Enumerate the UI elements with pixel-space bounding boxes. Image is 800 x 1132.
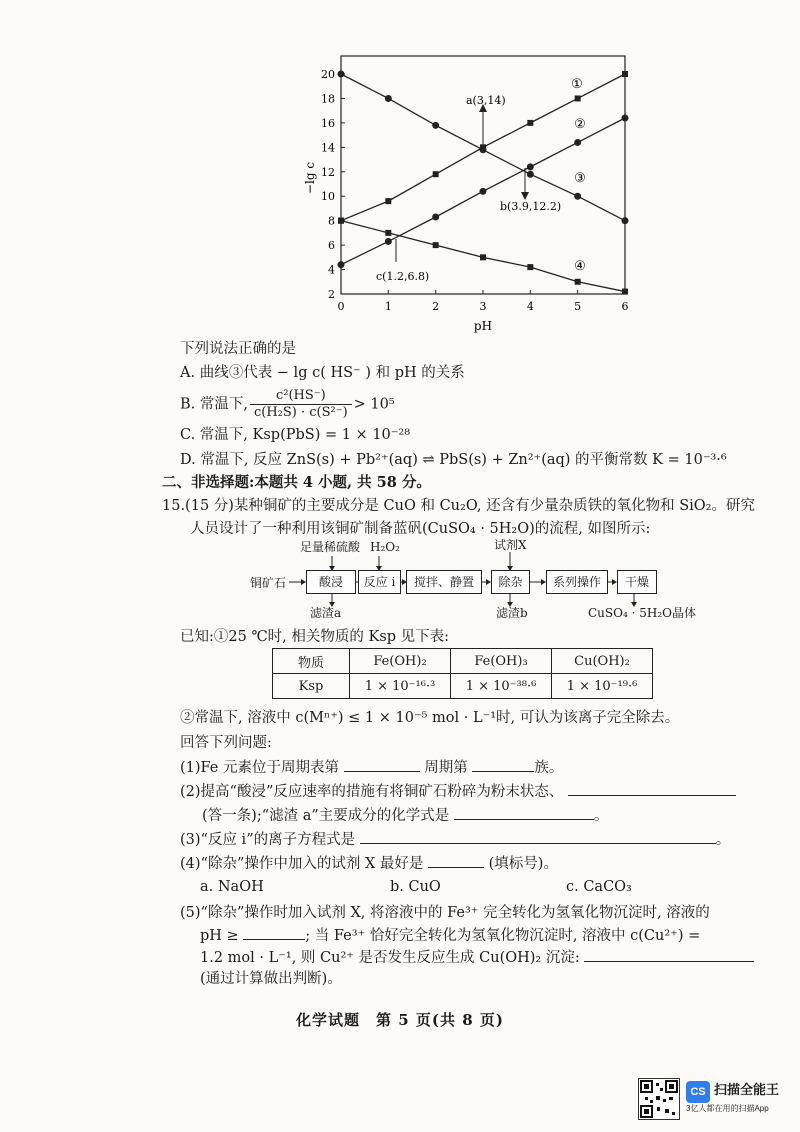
q15-part-2a [180, 781, 736, 802]
text: 。 [593, 808, 609, 824]
q14-option-d: D. 常温下, 反应 ZnS(s) + Pb²⁺(aq) ⇌ PbS(s) + Zn²⁺(aq) 的平衡常数 K = 10⁻³·⁶ [180, 452, 727, 468]
ksp-table [272, 648, 653, 699]
q15-part-4 [180, 853, 558, 874]
data-point [385, 95, 392, 102]
x-tick-label: 1 [384, 300, 392, 313]
data-point [338, 71, 345, 78]
annotation-b-arrowhead [521, 192, 529, 200]
y-tick-label: 16 [321, 116, 335, 130]
q15-option-c: c. CaCO₃ [566, 879, 632, 895]
flow-waste-a: 滤渣a [310, 606, 342, 620]
answer-blank[interactable] [568, 781, 736, 796]
q14-option-c: C. 常温下, Ksp(PbS) = 1 × 10⁻²⁸ [180, 427, 411, 443]
data-point [574, 193, 581, 200]
flow-reagent-3: 试剂X [494, 538, 527, 552]
y-tick-label: 12 [321, 165, 335, 179]
text: ; 当 Fe³⁺ 恰好完全转化为氢氧化物沉淀时, 溶液中 c(Cu²⁺) = [305, 928, 701, 944]
q14-option-b [180, 388, 395, 421]
data-point [385, 198, 391, 204]
data-point [338, 218, 344, 224]
x-tick-label: 6 [621, 300, 629, 313]
flow-start: 铜矿石 [250, 576, 287, 590]
flow-reagent-2: H₂O₂ [370, 540, 400, 554]
section-2-heading: 二、非选择题:本题共 4 小题, 共 58 分。 [162, 474, 431, 491]
text: pH ≥ [200, 928, 239, 944]
x-tick-label: 0 [337, 300, 345, 313]
answer-blank[interactable] [243, 925, 305, 940]
q15-intro-2: 人员设计了一种利用该铜矿制备蓝矾(CuSO₄ · 5H₂O)的流程, 如图所示: [190, 521, 651, 537]
x-tick-label: 3 [479, 300, 487, 313]
table-cell: 1 × 10⁻¹⁶·³ [350, 674, 451, 699]
text: (答一条);“滤渣 a”主要成分的化学式是 [202, 808, 450, 824]
flow-step-reaction-i: 反应 i [358, 570, 401, 594]
scanner-tagline: 3亿人都在用的扫描App [686, 1104, 769, 1113]
page-footer: 化学试题 第 5 页(共 8 页) [296, 1011, 504, 1029]
camscanner-logo-icon: CS [686, 1081, 710, 1103]
answer-blank[interactable] [360, 829, 716, 844]
table-cell: 1 × 10⁻¹⁹·⁶ [552, 674, 653, 699]
y-tick-label: 2 [328, 288, 335, 301]
series-label: ④ [574, 259, 586, 274]
y-axis-label: −lg c [303, 161, 317, 195]
data-point [622, 217, 629, 224]
answer-blank[interactable] [428, 853, 484, 868]
q15-answer-prompt: 回答下列问题: [180, 735, 272, 751]
flow-step-series-ops: 系列操作 [546, 570, 608, 594]
annotation-c-label: c(1.2,6.8) [376, 270, 430, 283]
y-tick-label: 20 [321, 68, 335, 81]
y-tick-label: 6 [328, 239, 335, 253]
q15-known-2: ②常温下, 溶液中 c(Mⁿ⁺) ≤ 1 × 10⁻⁵ mol · L⁻¹时, 可认为该离子完全除去。 [180, 710, 680, 726]
q15-part-5b [200, 925, 700, 946]
data-point [622, 71, 628, 77]
flow-step-remove-impurity: 除杂 [491, 570, 530, 594]
text: 。 [715, 832, 731, 848]
x-tick-label: 5 [574, 300, 582, 313]
text: (3)“反应 i”的离子方程式是 [180, 832, 356, 848]
table-cell: Fe(OH)₃ [451, 649, 552, 674]
x-tick-label: 4 [526, 300, 534, 313]
flow-waste-b: 滤渣b [496, 606, 528, 620]
text: (2)提高“酸浸”反应速率的措施有将铜矿石粉碎为粉末状态、 [180, 784, 564, 800]
data-point [432, 214, 439, 221]
data-point [575, 95, 581, 101]
table-cell: 1 × 10⁻³⁸·⁶ [451, 674, 552, 699]
data-point [433, 242, 439, 248]
table-cell: Ksp [273, 674, 350, 699]
data-point [622, 289, 628, 295]
data-point [527, 163, 534, 170]
annotation-b-label: b(3.9,12.2) [500, 200, 562, 213]
fraction-numerator: c²(HS⁻) [250, 388, 352, 405]
series-label: ③ [574, 171, 586, 186]
data-point [622, 115, 629, 122]
q15-part-3 [180, 829, 730, 850]
x-tick-label: 2 [432, 300, 440, 313]
flow-product: CuSO₄ · 5H₂O晶体 [588, 606, 696, 620]
q15-intro-1: 15.(15 分)某种铜矿的主要成分是 CuO 和 Cu₂O, 还含有少量杂质铁的氧化物和 SiO₂。研究 [162, 498, 755, 514]
text: 1.2 mol · L⁻¹, 则 Cu²⁺ 是否发生反应生成 Cu(OH)₂ 沉淀: [200, 950, 580, 966]
data-point [527, 120, 533, 126]
q15-option-b: b. CuO [390, 879, 441, 895]
data-point [385, 230, 391, 236]
data-point [338, 261, 345, 268]
data-point [432, 122, 439, 129]
answer-blank[interactable] [454, 805, 594, 820]
text: (填标号)。 [488, 856, 558, 872]
q14-option-b-suffix: > 10⁵ [353, 396, 395, 413]
series-label: ① [571, 77, 583, 92]
text: 族。 [534, 760, 564, 776]
series-label: ② [574, 117, 586, 132]
q15-part-2b [202, 805, 608, 826]
data-point [433, 171, 439, 177]
q15-part-1 [180, 757, 563, 778]
y-tick-label: 10 [321, 190, 335, 204]
q15-option-a: a. NaOH [200, 879, 264, 895]
answer-blank[interactable] [472, 757, 534, 772]
scanner-brand: 扫描全能王 [714, 1082, 780, 1097]
data-point [527, 171, 534, 178]
data-point [527, 264, 533, 270]
text: (4)“除杂”操作中加入的试剂 X 最好是 [180, 856, 424, 872]
annotation-a-label: a(3,14) [466, 94, 506, 107]
table-cell: Cu(OH)₂ [552, 649, 653, 674]
q15-part-5d: (通过计算做出判断)。 [200, 971, 342, 987]
y-tick-label: 4 [328, 263, 335, 277]
data-point [385, 238, 392, 245]
answer-blank[interactable] [584, 947, 754, 962]
q15-part-5a: (5)“除杂”操作时加入试剂 X, 将溶液中的 Fe³⁺ 完全转化为氢氧化物沉淀时, 溶液的 [180, 905, 710, 921]
q14-stem: 下列说法正确的是 [180, 341, 296, 357]
y-tick-label: 14 [321, 141, 335, 155]
text: 周期第 [424, 760, 468, 776]
data-point [480, 254, 486, 260]
fraction-denominator: c(H₂S) · c(S²⁻) [253, 405, 348, 420]
y-tick-label: 8 [328, 214, 335, 228]
flow-step-acid-leach: 酸浸 [306, 570, 356, 594]
flow-step-dry: 干燥 [617, 570, 657, 594]
q14-option-b-prefix: B. 常温下, [180, 396, 248, 413]
table-cell: Fe(OH)₂ [350, 649, 451, 674]
qr-code-icon [638, 1078, 680, 1120]
text: (1)Fe 元素位于周期表第 [180, 760, 339, 776]
flow-reagent-1: 足量稀硫酸 [300, 540, 361, 554]
q15-known-1: 已知:①25 ℃时, 相关物质的 Ksp 见下表: [180, 629, 450, 645]
q14-option-a: A. 曲线③代表 − lg c( HS⁻ ) 和 pH 的关系 [180, 365, 465, 381]
answer-blank[interactable] [344, 757, 420, 772]
table-cell: 物质 [273, 649, 350, 674]
data-point [575, 279, 581, 285]
data-point [480, 188, 487, 195]
q14-option-b-fraction [250, 388, 352, 421]
table-row [273, 674, 653, 699]
x-axis-label: pH [473, 319, 493, 333]
y-tick-label: 18 [321, 92, 335, 106]
q15-part-5c [200, 947, 754, 968]
table-header-row [273, 649, 653, 674]
line-chart [290, 50, 640, 340]
data-point [574, 139, 581, 146]
flow-step-stir-settle: 搅拌、静置 [406, 570, 482, 594]
